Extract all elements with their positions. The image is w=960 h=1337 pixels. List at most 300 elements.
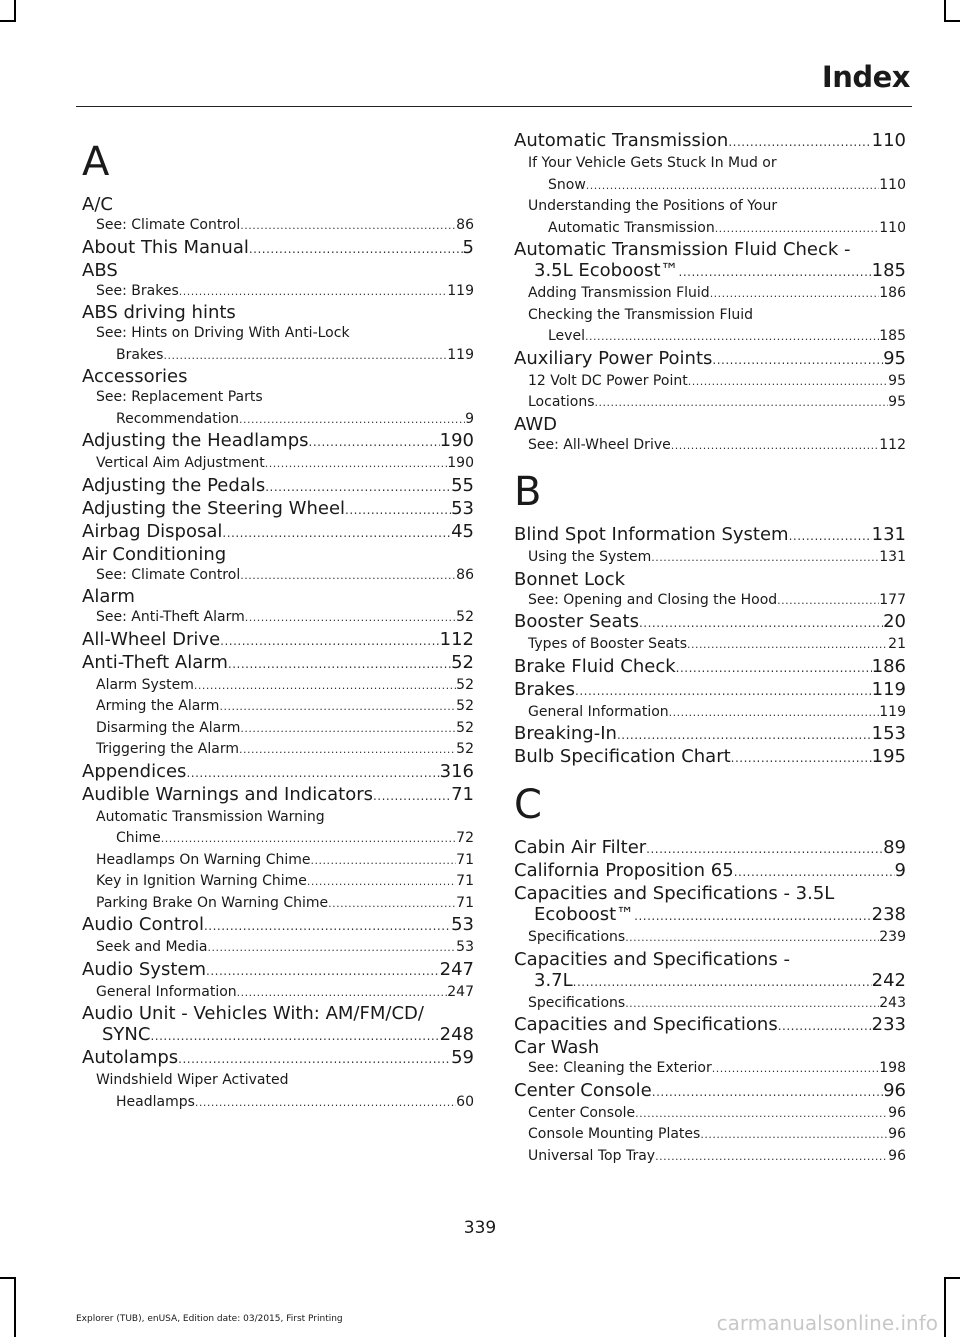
entry-label: Cabin Air Filter	[514, 837, 647, 858]
page-ref[interactable]: 53	[456, 939, 474, 955]
entry-label: Headlamps On Warning Chime	[96, 851, 311, 868]
index-subentry[interactable]	[514, 435, 906, 457]
entry-row	[82, 521, 474, 544]
index-entry[interactable]	[82, 521, 474, 544]
index-subentry[interactable]	[82, 739, 474, 761]
entry-row	[82, 475, 474, 498]
entry-label: Brake Fluid Check	[514, 655, 676, 677]
entry-row	[528, 1124, 906, 1146]
index-subentry[interactable]	[82, 565, 474, 587]
entry-row	[528, 392, 906, 414]
entry-row	[96, 1092, 474, 1114]
entry-label: Audio Unit - Vehicles With: AM/FM/CD/	[82, 1003, 424, 1024]
index-entry[interactable]	[514, 569, 906, 590]
index-subentry[interactable]	[82, 871, 474, 893]
dot-leader	[652, 1082, 883, 1103]
page-ref[interactable]: 243	[879, 994, 906, 1011]
page-ref[interactable]: 316	[439, 760, 474, 782]
page-ref[interactable]: 110	[879, 176, 906, 193]
entry-label: California Proposition 65	[514, 860, 734, 881]
entry-label: AWD	[514, 413, 557, 435]
entry-row	[82, 1024, 474, 1047]
entry-row	[96, 718, 474, 740]
index-entry[interactable]	[82, 237, 474, 260]
dot-leader	[679, 262, 872, 283]
entry-row	[528, 547, 906, 569]
page-ref[interactable]: 242	[871, 969, 906, 991]
page-ref[interactable]: 190	[439, 430, 474, 451]
index-subentry[interactable]	[514, 634, 906, 656]
index-entry[interactable]	[514, 414, 906, 435]
entry-row	[96, 453, 474, 475]
dot-leader	[186, 763, 439, 784]
page-ref[interactable]: 59	[451, 1047, 474, 1068]
page-ref[interactable]: 52	[451, 651, 474, 673]
entry-row	[82, 914, 474, 937]
index-entry[interactable]	[514, 524, 906, 547]
entry-label: Auxiliary Power Points	[514, 347, 713, 369]
entry-label: Audible Warnings and Indicators	[82, 783, 373, 805]
entry-row	[514, 970, 906, 993]
entry-label: General Information	[96, 983, 237, 1000]
entry-row	[528, 1146, 906, 1168]
page-ref[interactable]: 119	[871, 678, 906, 700]
entry-label: See: All-Wheel Drive	[528, 436, 671, 453]
page-ref[interactable]: 177	[879, 591, 906, 608]
entry-row	[96, 215, 474, 237]
entry-label-continued: Headlamps	[116, 1093, 195, 1110]
page-ref[interactable]: 96	[883, 1079, 906, 1101]
entry-label: Capacities and Specifications	[514, 1014, 778, 1035]
entry-label: Adjusting the Headlamps	[82, 430, 309, 451]
page-ref[interactable]: 21	[888, 636, 906, 652]
index-entry[interactable]	[82, 1003, 474, 1047]
index-entry[interactable]	[514, 746, 906, 769]
entry-label: Anti-Theft Alarm	[82, 651, 228, 673]
entry-label: Capacities and Specifications -	[514, 948, 790, 970]
page-ref[interactable]: 112	[879, 436, 906, 453]
index-subentry[interactable]	[82, 1070, 474, 1113]
index-subentry[interactable]	[514, 590, 906, 612]
index-entry[interactable]	[514, 723, 906, 746]
entry-label: See: Replacement Parts	[96, 389, 263, 405]
entry-label: Specifications	[528, 929, 626, 945]
entry-label: See: Anti-Theft Alarm	[96, 609, 245, 625]
index-subentry[interactable]	[514, 1058, 906, 1080]
entry-row	[528, 590, 906, 612]
page-ref[interactable]: 53	[451, 497, 474, 519]
index-subentry[interactable]	[514, 371, 906, 393]
entry-label: Audio Control	[82, 914, 204, 935]
entry-label: A/C	[82, 194, 113, 215]
page-ref[interactable]: 119	[447, 282, 474, 299]
page-ref[interactable]: 52	[456, 741, 474, 757]
index-entry[interactable]	[82, 260, 474, 281]
page-ref[interactable]: 247	[439, 958, 474, 980]
entry-label-continued: 3.7L	[534, 969, 573, 991]
entry-label: Automatic Transmission Fluid Check -	[514, 239, 851, 260]
dot-leader	[195, 1092, 456, 1114]
dot-leader	[178, 1049, 451, 1070]
index-entry[interactable]	[514, 837, 906, 860]
entry-label: Accessories	[82, 366, 188, 387]
index-entry[interactable]	[82, 302, 474, 323]
entry-row	[96, 893, 474, 915]
entry-label: Specifications	[528, 994, 626, 1011]
page-ref[interactable]: 186	[871, 655, 906, 677]
entry-label: Capacities and Specifications - 3.5L	[514, 883, 835, 904]
page-ref[interactable]: 45	[451, 520, 474, 542]
dot-leader	[240, 565, 456, 587]
dot-leader	[150, 1026, 439, 1047]
dot-leader	[237, 982, 448, 1004]
entry-label: Booster Seats	[514, 611, 639, 632]
dot-leader	[222, 523, 451, 544]
entry-label: Disarming the Alarm	[96, 719, 241, 736]
index-subentry[interactable]	[514, 283, 906, 305]
index-entry[interactable]	[82, 652, 474, 675]
page-ref[interactable]: 112	[439, 628, 474, 650]
entry-row	[82, 237, 474, 260]
entry-label-continued: Level	[548, 328, 585, 344]
index-entry[interactable]	[82, 784, 474, 807]
entry-label: Windshield Wiper Activated	[96, 1072, 289, 1088]
page-ref[interactable]: 186	[879, 285, 906, 301]
page-ref[interactable]: 131	[879, 549, 906, 565]
entry-label: See: Climate Control	[96, 566, 241, 583]
entry-row	[528, 283, 906, 305]
entry-label: Automatic Transmission Warning	[96, 808, 325, 825]
index-subentry[interactable]	[82, 323, 474, 366]
index-subentry[interactable]	[514, 993, 906, 1015]
dot-leader	[249, 239, 463, 260]
index-entry[interactable]	[82, 1047, 474, 1070]
dot-leader	[240, 215, 456, 237]
page-ref[interactable]: 52	[456, 719, 474, 736]
page-ref[interactable]: 185	[879, 328, 906, 344]
entry-label: Bonnet Lock	[514, 568, 626, 590]
dot-leader	[586, 175, 879, 197]
entry-label: Locations	[528, 394, 595, 410]
index-subentry[interactable]	[514, 702, 906, 724]
index-subentry[interactable]	[514, 547, 906, 569]
index-entry[interactable]	[514, 239, 906, 283]
index-entry[interactable]	[82, 914, 474, 937]
entry-row	[528, 993, 906, 1015]
page-ref[interactable]: 96	[888, 1126, 906, 1142]
crop-mark	[14, 0, 16, 20]
index-entry[interactable]	[514, 1080, 906, 1103]
entry-row	[528, 1058, 906, 1080]
index-subentry[interactable]	[82, 607, 474, 629]
dot-leader	[328, 893, 456, 915]
dot-leader	[651, 547, 879, 569]
page-ref[interactable]: 9	[465, 410, 474, 427]
dot-leader	[789, 526, 872, 547]
page-ref[interactable]: 71	[451, 783, 474, 805]
entry-label: Using the System	[528, 549, 652, 565]
entry-label: All-Wheel Drive	[82, 628, 221, 650]
index-entry[interactable]	[514, 860, 906, 883]
entry-row	[82, 629, 474, 652]
index-entry[interactable]	[514, 611, 906, 634]
dot-leader	[635, 1103, 888, 1125]
crop-mark	[0, 1277, 16, 1279]
page-ref[interactable]: 86	[456, 217, 474, 233]
dot-leader	[671, 435, 880, 457]
page-ref[interactable]: 55	[451, 474, 474, 496]
page-ref[interactable]: 238	[871, 904, 906, 925]
index-entry[interactable]	[514, 348, 906, 371]
index-subentry[interactable]	[82, 696, 474, 718]
index-entry[interactable]	[514, 679, 906, 702]
entry-label: General Information	[528, 703, 669, 720]
dot-leader	[712, 1058, 880, 1080]
entry-label: Checking the Transmission Fluid	[528, 306, 754, 323]
dot-leader	[676, 658, 872, 679]
entry-row	[96, 828, 474, 850]
dot-leader	[710, 283, 880, 305]
dot-leader	[595, 392, 889, 414]
index-entry[interactable]	[514, 130, 906, 153]
index-subentry[interactable]	[82, 718, 474, 740]
index-subentry[interactable]	[82, 281, 474, 303]
dot-leader	[728, 132, 871, 153]
entry-row	[514, 656, 906, 679]
page-ref[interactable]: 110	[871, 130, 906, 151]
page-ref[interactable]: 52	[456, 609, 474, 625]
page-ref[interactable]: 20	[883, 611, 906, 632]
page-ref[interactable]: 96	[888, 1147, 906, 1164]
entry-label: Center Console	[528, 1104, 636, 1121]
dot-leader	[219, 696, 456, 718]
entry-label: If Your Vehicle Gets Stuck In Mud or	[528, 155, 777, 171]
entry-label: Airbag Disposal	[82, 520, 223, 542]
entry-label: Adjusting the Steering Wheel	[82, 497, 346, 519]
page-ref[interactable]: 95	[888, 394, 906, 410]
page-ref[interactable]: 110	[879, 219, 906, 236]
entry-label: ABS	[82, 259, 118, 281]
entry-row	[514, 348, 906, 371]
page-ref[interactable]: 131	[871, 524, 906, 545]
page-ref[interactable]: 86	[456, 566, 474, 583]
dot-leader	[228, 654, 451, 675]
dot-leader	[625, 993, 879, 1015]
dot-leader	[731, 748, 872, 769]
page-ref[interactable]: 195	[871, 746, 906, 767]
entry-label: Autolamps	[82, 1047, 179, 1068]
index-entry[interactable]	[82, 629, 474, 652]
dot-leader	[265, 453, 447, 475]
page-ref[interactable]: 198	[879, 1060, 906, 1076]
page-ref[interactable]: 248	[439, 1024, 474, 1045]
entry-label: Triggering the Alarm	[96, 741, 240, 757]
entry-row	[514, 904, 906, 927]
page-ref[interactable]: 95	[883, 347, 906, 369]
entry-row	[96, 281, 474, 303]
dot-leader	[778, 1016, 872, 1037]
page-ref[interactable]: 72	[456, 830, 474, 846]
crop-mark	[944, 20, 960, 22]
index-subentry[interactable]	[514, 1146, 906, 1168]
page-ref[interactable]: 239	[879, 929, 906, 945]
entry-row	[96, 982, 474, 1004]
dot-leader	[625, 927, 879, 949]
page-ref[interactable]: 119	[447, 346, 474, 363]
entry-label: Arming the Alarm	[96, 698, 220, 714]
dot-leader	[239, 739, 456, 761]
page-ref[interactable]: 247	[447, 983, 474, 1000]
dot-leader	[265, 477, 451, 498]
entry-label: Breaking-In	[514, 723, 617, 744]
page-ref[interactable]: 89	[883, 837, 906, 858]
index-column-left	[82, 130, 474, 1113]
entry-row	[514, 611, 906, 634]
index-entry[interactable]	[82, 475, 474, 498]
entry-label: Audio System	[82, 958, 207, 980]
entry-label-continued: Snow	[548, 176, 586, 193]
index-subentry[interactable]	[514, 927, 906, 949]
entry-row	[96, 409, 474, 431]
entry-label-continued: Ecoboost™	[534, 904, 635, 925]
entry-row	[96, 345, 474, 367]
crop-mark	[944, 1277, 960, 1279]
entry-label: Appendices	[82, 760, 187, 782]
entry-row	[528, 1103, 906, 1125]
entry-label: Center Console	[514, 1079, 652, 1101]
entry-label: ABS driving hints	[82, 302, 236, 323]
dot-leader	[655, 1146, 888, 1168]
index-entry[interactable]	[82, 194, 474, 215]
index-entry[interactable]	[514, 883, 906, 927]
entry-label-continued: Chime	[116, 830, 161, 846]
index-subentry[interactable]	[514, 153, 906, 196]
entry-row	[528, 371, 906, 393]
index-subentry[interactable]	[82, 893, 474, 915]
dot-leader	[700, 1124, 888, 1146]
entry-label-continued: Automatic Transmission	[548, 219, 715, 236]
entry-label: Seek and Media	[96, 939, 208, 955]
index-subentry[interactable]	[82, 982, 474, 1004]
page-ref[interactable]: 52	[456, 698, 474, 714]
dot-leader	[240, 718, 456, 740]
dot-leader	[617, 725, 872, 746]
index-entry[interactable]	[514, 656, 906, 679]
page-ref[interactable]: 71	[456, 873, 474, 889]
index-column-right	[514, 130, 906, 1167]
footer-edition: Explorer (TUB), enUSA, Edition date: 03/2015, First Printing	[76, 1314, 343, 1324]
index-subentry[interactable]	[82, 807, 474, 850]
page-ref[interactable]: 233	[871, 1014, 906, 1035]
index-subentry[interactable]	[82, 215, 474, 237]
index-subentry[interactable]	[82, 937, 474, 959]
index-subentry[interactable]	[514, 305, 906, 348]
page-ref[interactable]: 53	[451, 914, 474, 935]
entry-label: Automatic Transmission	[514, 130, 729, 151]
entry-label: Console Mounting Plates	[528, 1126, 701, 1142]
index-entry[interactable]	[82, 959, 474, 982]
dot-leader	[345, 500, 451, 521]
index-entry[interactable]	[82, 586, 474, 607]
crop-mark	[944, 0, 946, 20]
entry-row	[528, 175, 906, 197]
dot-leader	[573, 972, 872, 993]
index-subentry[interactable]	[514, 196, 906, 239]
dot-leader	[239, 409, 465, 431]
dot-leader	[179, 281, 448, 303]
page-ref[interactable]: 71	[456, 894, 474, 911]
page-ref[interactable]: 5	[462, 236, 474, 258]
page-ref[interactable]: 95	[888, 372, 906, 389]
crop-mark	[944, 1277, 946, 1337]
entry-row	[82, 784, 474, 807]
page-ref[interactable]: 52	[456, 676, 474, 693]
index-entry[interactable]	[514, 949, 906, 993]
page-ref[interactable]: 96	[888, 1104, 906, 1121]
dot-leader	[208, 937, 457, 959]
entry-row	[96, 607, 474, 629]
index-entry[interactable]	[82, 544, 474, 565]
index-entry[interactable]	[514, 1014, 906, 1037]
section-letter: A	[82, 139, 110, 185]
dot-leader	[687, 634, 888, 656]
index-subentry[interactable]	[514, 1103, 906, 1125]
entry-row	[96, 739, 474, 761]
index-subentry[interactable]	[82, 850, 474, 872]
entry-row	[514, 837, 906, 860]
dot-leader	[220, 631, 439, 652]
index-subentry[interactable]	[82, 453, 474, 475]
index-entry[interactable]	[514, 1037, 906, 1058]
index-subentry[interactable]	[514, 1124, 906, 1146]
page-ref[interactable]: 190	[447, 455, 474, 471]
entry-label: Bulb Specification Chart	[514, 746, 731, 767]
page-ref[interactable]: 119	[879, 703, 906, 720]
index-subentry[interactable]	[514, 392, 906, 414]
entry-row	[96, 871, 474, 893]
entry-row	[96, 850, 474, 872]
entry-row	[96, 696, 474, 718]
page-ref[interactable]: 9	[894, 860, 906, 881]
index-entry[interactable]	[82, 761, 474, 784]
entry-row	[82, 761, 474, 784]
entry-row	[514, 1014, 906, 1037]
page-ref[interactable]: 71	[456, 851, 474, 868]
index-entry[interactable]	[82, 430, 474, 453]
entry-row	[96, 675, 474, 697]
dot-leader	[777, 590, 879, 612]
dot-leader	[163, 345, 447, 367]
entry-label-continued: 3.5L Ecoboost™	[534, 260, 679, 281]
entry-label: Air Conditioning	[82, 543, 227, 565]
entry-label: Universal Top Tray	[528, 1147, 656, 1164]
index-subentry[interactable]	[82, 387, 474, 430]
index-subentry[interactable]	[82, 675, 474, 697]
dot-leader	[245, 607, 456, 629]
entry-row	[528, 927, 906, 949]
entry-row	[514, 679, 906, 702]
index-entry[interactable]	[82, 366, 474, 387]
page-ref[interactable]: 60	[456, 1093, 474, 1110]
entry-row	[82, 1047, 474, 1070]
index-entry[interactable]	[82, 498, 474, 521]
page-ref[interactable]: 185	[871, 260, 906, 281]
page-ref[interactable]: 153	[871, 723, 906, 744]
entry-row	[514, 260, 906, 283]
entry-row	[82, 498, 474, 521]
dot-leader	[734, 862, 895, 883]
page-title: Index	[821, 60, 910, 94]
